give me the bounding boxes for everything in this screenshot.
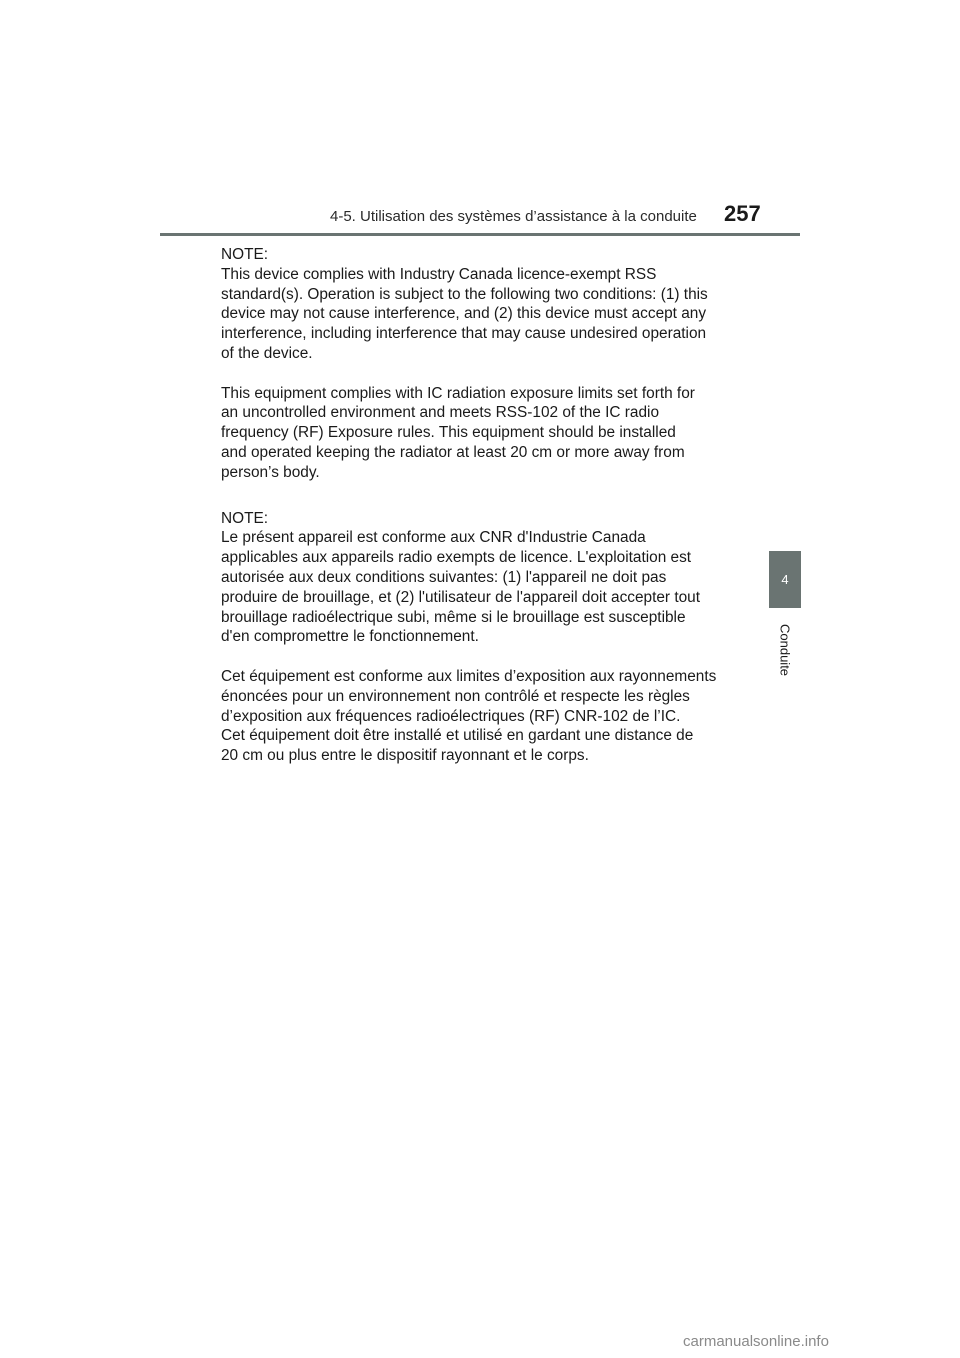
french-paragraph-1 <box>221 528 741 647</box>
page-number: 257 <box>724 201 761 226</box>
text-line: device may not cause interference, and (2) this device must accept any <box>221 305 707 323</box>
text-line: brouillage radioélectrique subi, même si le brouillage est susceptible <box>221 608 686 626</box>
french-notice <box>221 509 741 766</box>
text-line: Le présent appareil est conforme aux CNR d'Industrie Canada <box>221 529 646 547</box>
text-line: This equipment complies with IC radiation exposure limits set forth for <box>221 384 695 402</box>
text-line: person’s body. <box>221 463 320 481</box>
text-line: of the device. <box>221 344 313 362</box>
site-watermark: carmanualsonline.info <box>683 1333 829 1350</box>
note-heading: NOTE: <box>221 246 269 263</box>
text-line: and operated keeping the radiator at least 20 cm or more away from <box>221 443 685 461</box>
page-content <box>221 245 741 766</box>
text-line: an uncontrolled environment and meets RSS-102 of the IC radio <box>221 404 660 422</box>
english-paragraph-1 <box>221 265 741 364</box>
text-line: produire de brouillage, et (2) l'utilisateur de l'appareil doit accepter tout <box>221 588 700 606</box>
text-line: d’exposition aux fréquences radioélectriques (RF) CNR-102 de l’IC. <box>221 707 681 725</box>
french-paragraph-2 <box>221 667 741 766</box>
paragraph-spacer <box>221 647 741 667</box>
text-line: d'en compromettre le fonctionnement. <box>221 628 479 646</box>
text-line: This device complies with Industry Canada licence-exempt RSS <box>221 265 657 283</box>
paragraph-spacer <box>221 364 741 384</box>
section-spacer <box>221 483 741 509</box>
text-line: interference, including interference that may cause undesired operation <box>221 325 707 343</box>
text-line: standard(s). Operation is subject to the following two conditions: (1) this <box>221 285 708 303</box>
note-heading: NOTE: <box>221 509 269 527</box>
english-notice <box>221 245 741 483</box>
text-line: applicables aux appareils radio exempts de licence. L'exploitation est <box>221 549 692 567</box>
chapter-tab: 4 <box>769 551 801 608</box>
text-line: Cet équipement doit être installé et utilisé en gardant une distance de <box>221 727 694 745</box>
text-line: frequency (RF) Exposure rules. This equipment should be installed <box>221 424 676 442</box>
text-line: autorisée aux deux conditions suivantes: (1) l'appareil ne doit pas <box>221 568 667 586</box>
english-paragraph-2 <box>221 384 741 483</box>
header-divider <box>160 233 800 236</box>
text-line: énoncées pour un environnement non contrôlé et respecte les règles <box>221 687 690 705</box>
chapter-label: Conduite <box>777 623 793 677</box>
section-title: 4-5. Utilisation des systèmes d’assistance à la conduite <box>330 208 697 225</box>
text-line: 20 cm ou plus entre le dispositif rayonnant et le corps. <box>221 747 589 765</box>
text-line: Cet équipement est conforme aux limites d’exposition aux rayonnements <box>221 667 717 685</box>
